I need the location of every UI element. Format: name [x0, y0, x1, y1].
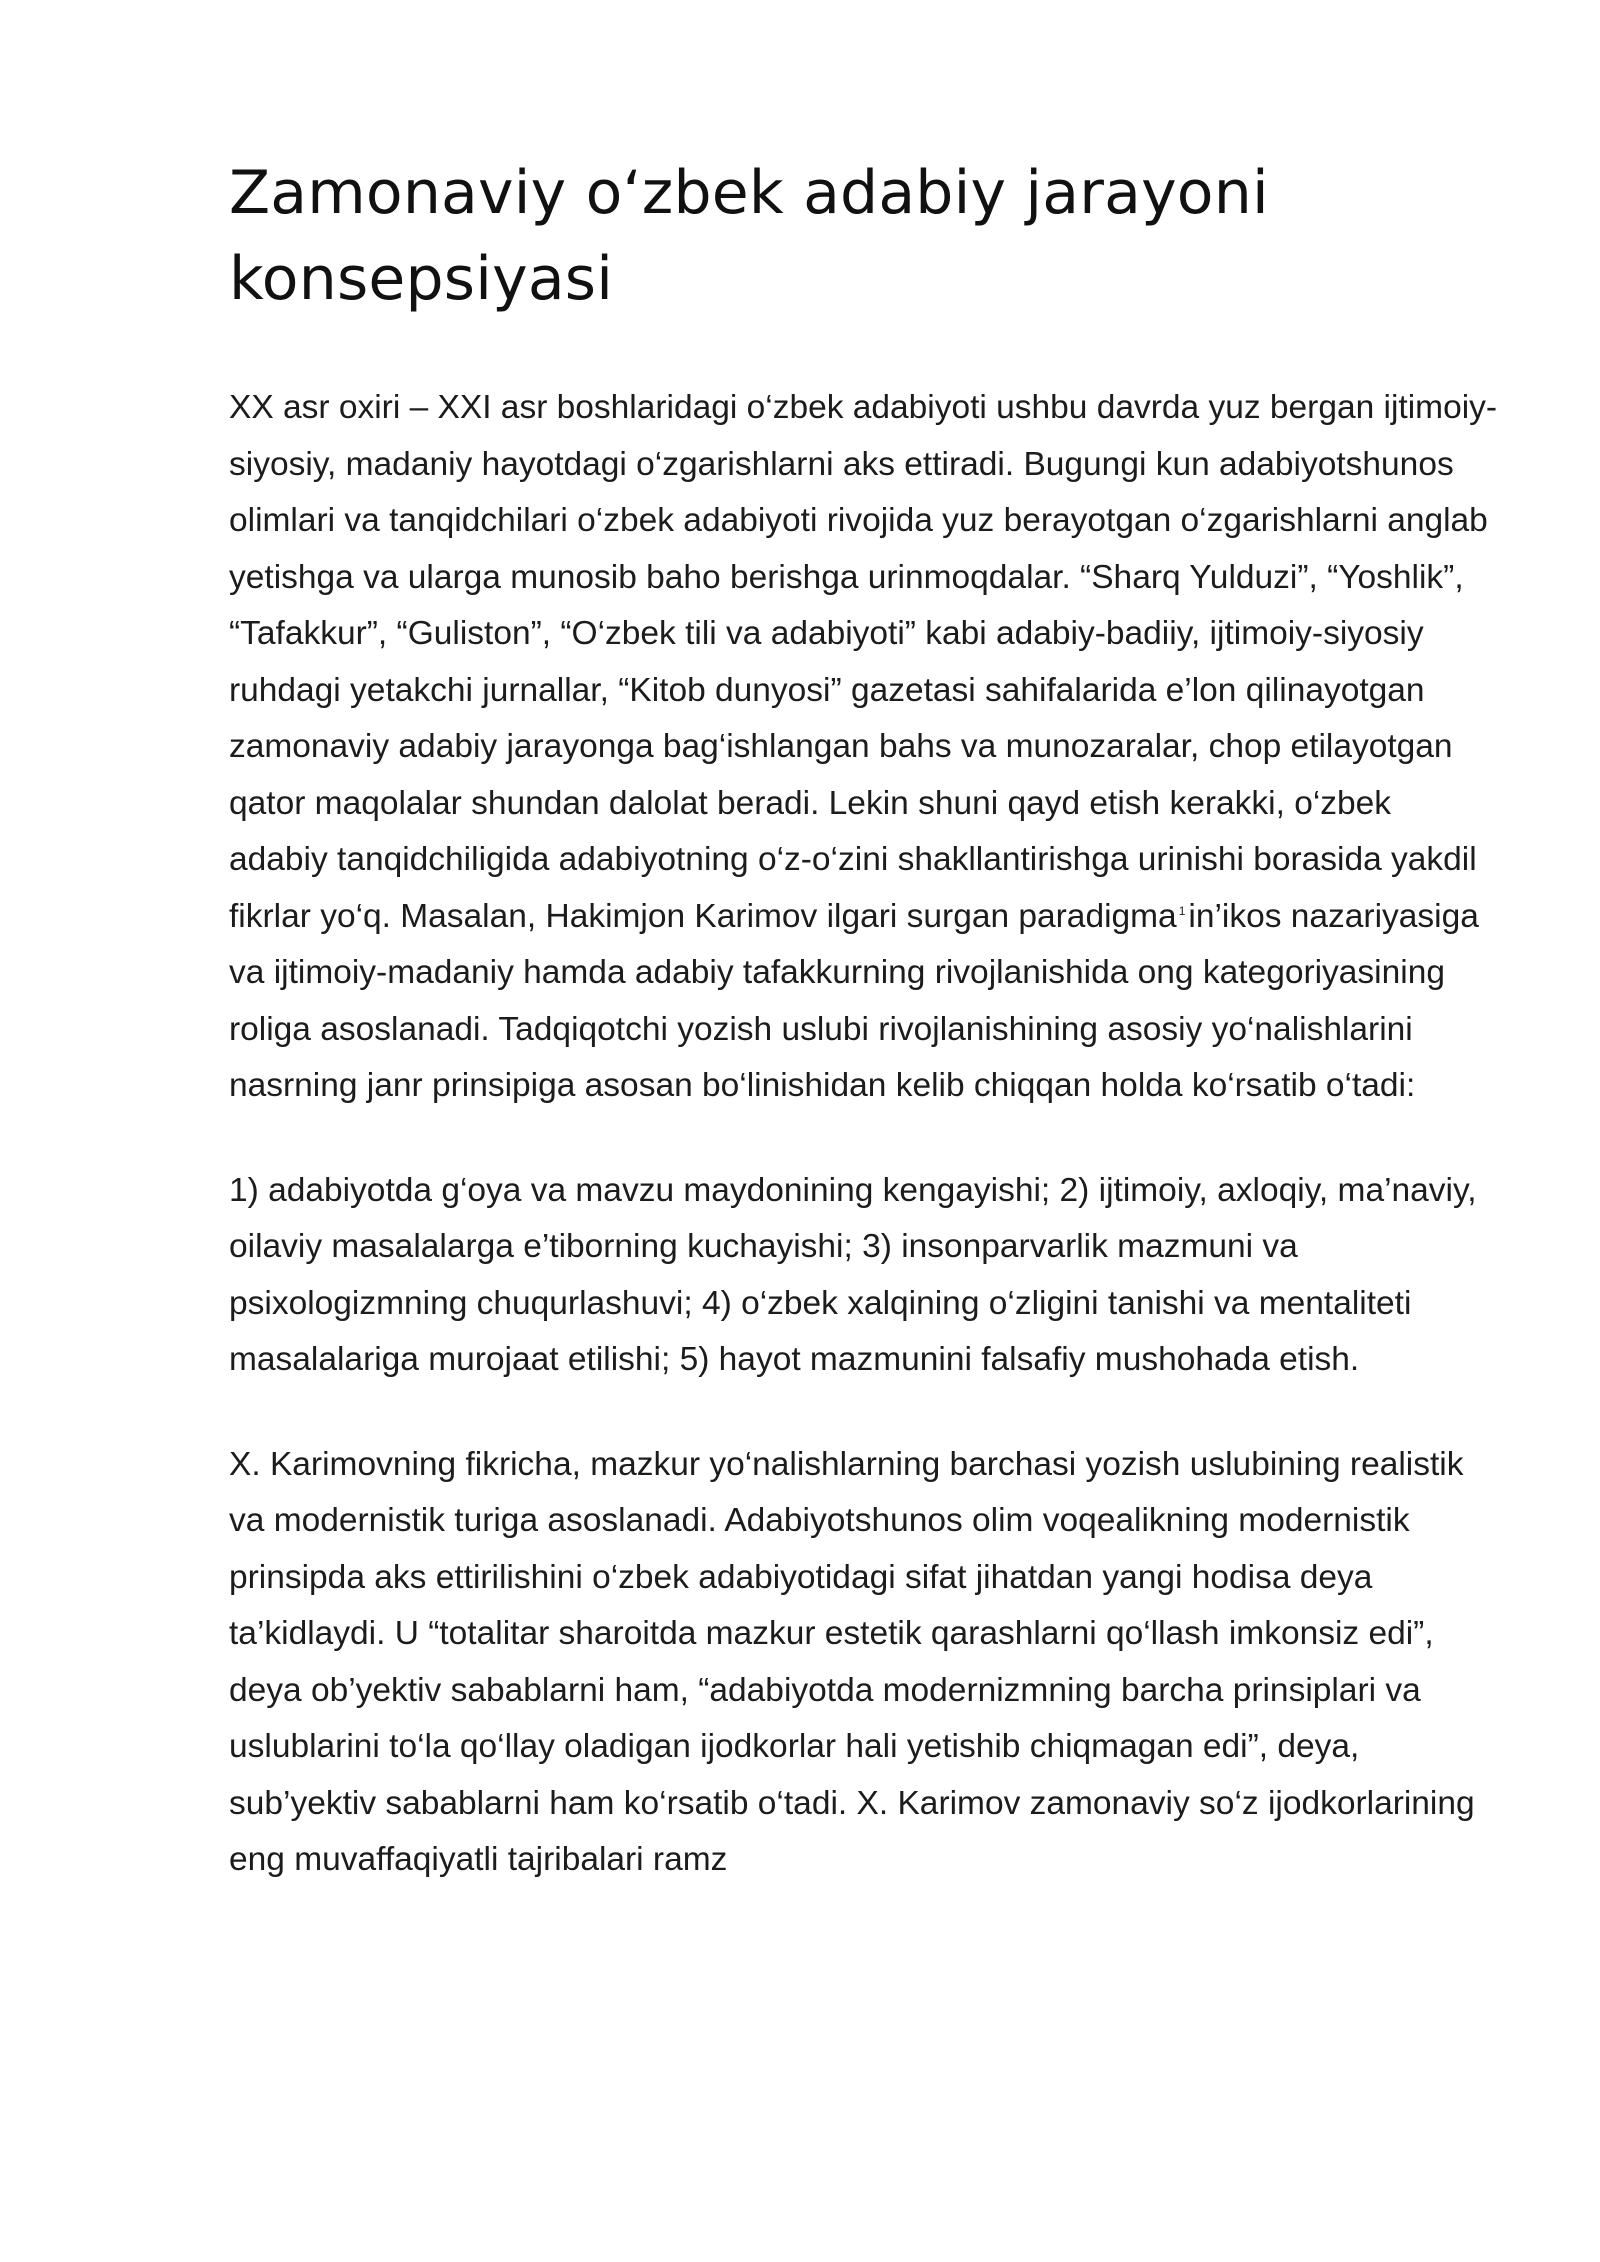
page-title: Zamonaviy o‘zbek adabiy jarayoni konsepsiyasi: [229, 158, 1269, 314]
footnote-marker[interactable]: 1: [1178, 903, 1186, 918]
document-body: [229, 150, 1499, 1889]
paragraph-intro: [229, 380, 1499, 1115]
paragraph-intro-text-b: in’ikos nazariyasiga va ijtimoiy-madaniy hamda adabiy tafakkurning rivojlanishida ong kategoriyasining roliga asoslanadi. Tadqiqotchi yozish uslubi rivojlanishining asosiy yo‘nalishlarini nasrning janr prinsipiga asosan bo‘linishidan kelib chiqqan holda ko‘rsatib o‘tadi:: [229, 897, 1479, 1104]
paragraph-intro-text-a: XX asr oxiri – XXI asr boshlaridagi o‘zbek adabiyoti ushbu davrda yuz bergan ijtimoiy-siyosiy, madaniy hayotdagi o‘zgarishlarni aks ettiradi. Bugungi kun adabiyotshunos olimlari va tanqidchilari o‘zbek adabiyoti rivojida yuz berayotgan o‘zgarishlarni anglab yetishga va ularga munosib baho berishga urinmoqdalar. “Sharq Yulduzi”, “Yoshlik”, “Tafakkur”, “Guliston”, “O‘zbek tili va adabiyoti” kabi adabiy-badiiy, ijtimoiy-siyosiy ruhdagi yetakchi jurnallar, “Kitob dunyosi” gazetasi sahifalarida e’lon qilinayotgan zamonaviy adabiy jarayonga bag‘ishlangan bahs va munozaralar, chop etilayotgan qator maqolalar shundan dalolat beradi. Lekin shuni qayd etish kerakki, o‘zbek adabiy tanqidchiligida adabiyotning o‘z-o‘zini shakllantirishga urinishi borasida yakdil fikrlar yo‘q. Masalan, Hakimjon Karimov ilgari surgan paradigma: [229, 389, 1498, 935]
paragraph-karimov: X. Karimovning fikricha, mazkur yo‘nalishlarning barchasi yozish uslubining realistik va modernistik turiga asoslanadi. Adabiyotshunos olim voqealikning modernistik prinsipda aks ettirilishini o‘zbek adabiyotidagi sifat jihatdan yangi hodisa deya ta’kidlaydi. U “totalitar sharoitda mazkur estetik qarashlarni qo‘llash imkonsiz edi”, deya ob’yektiv sabablarni ham, “adabiyotda modernizmning barcha prinsiplari va uslublarini to‘la qo‘llay oladigan ijodkorlar hali yetishib chiqmagan edi”, deya, sub’yektiv sabablarni ham ko‘rsatib o‘tadi. X. Karimov zamonaviy so‘z ijodkorlarining eng muvaffaqiyatli tajribalari ramz: [229, 1445, 1475, 1878]
paragraph-list: 1) adabiyotda g‘oya va mavzu maydonining kengayishi; 2) ijtimoiy, axloqiy, ma’naviy, oilaviy masalalarga e’tiborning kuchayishi; 3) insonparvarlik mazmuni va psixologizmning chuqurlashuvi; 4) o‘zbek xalqining o‘zligini tanishi va mentaliteti masalalariga murojaat etilishi; 5) hayot mazmunini falsafiy mushohada etish.: [229, 1171, 1477, 1378]
